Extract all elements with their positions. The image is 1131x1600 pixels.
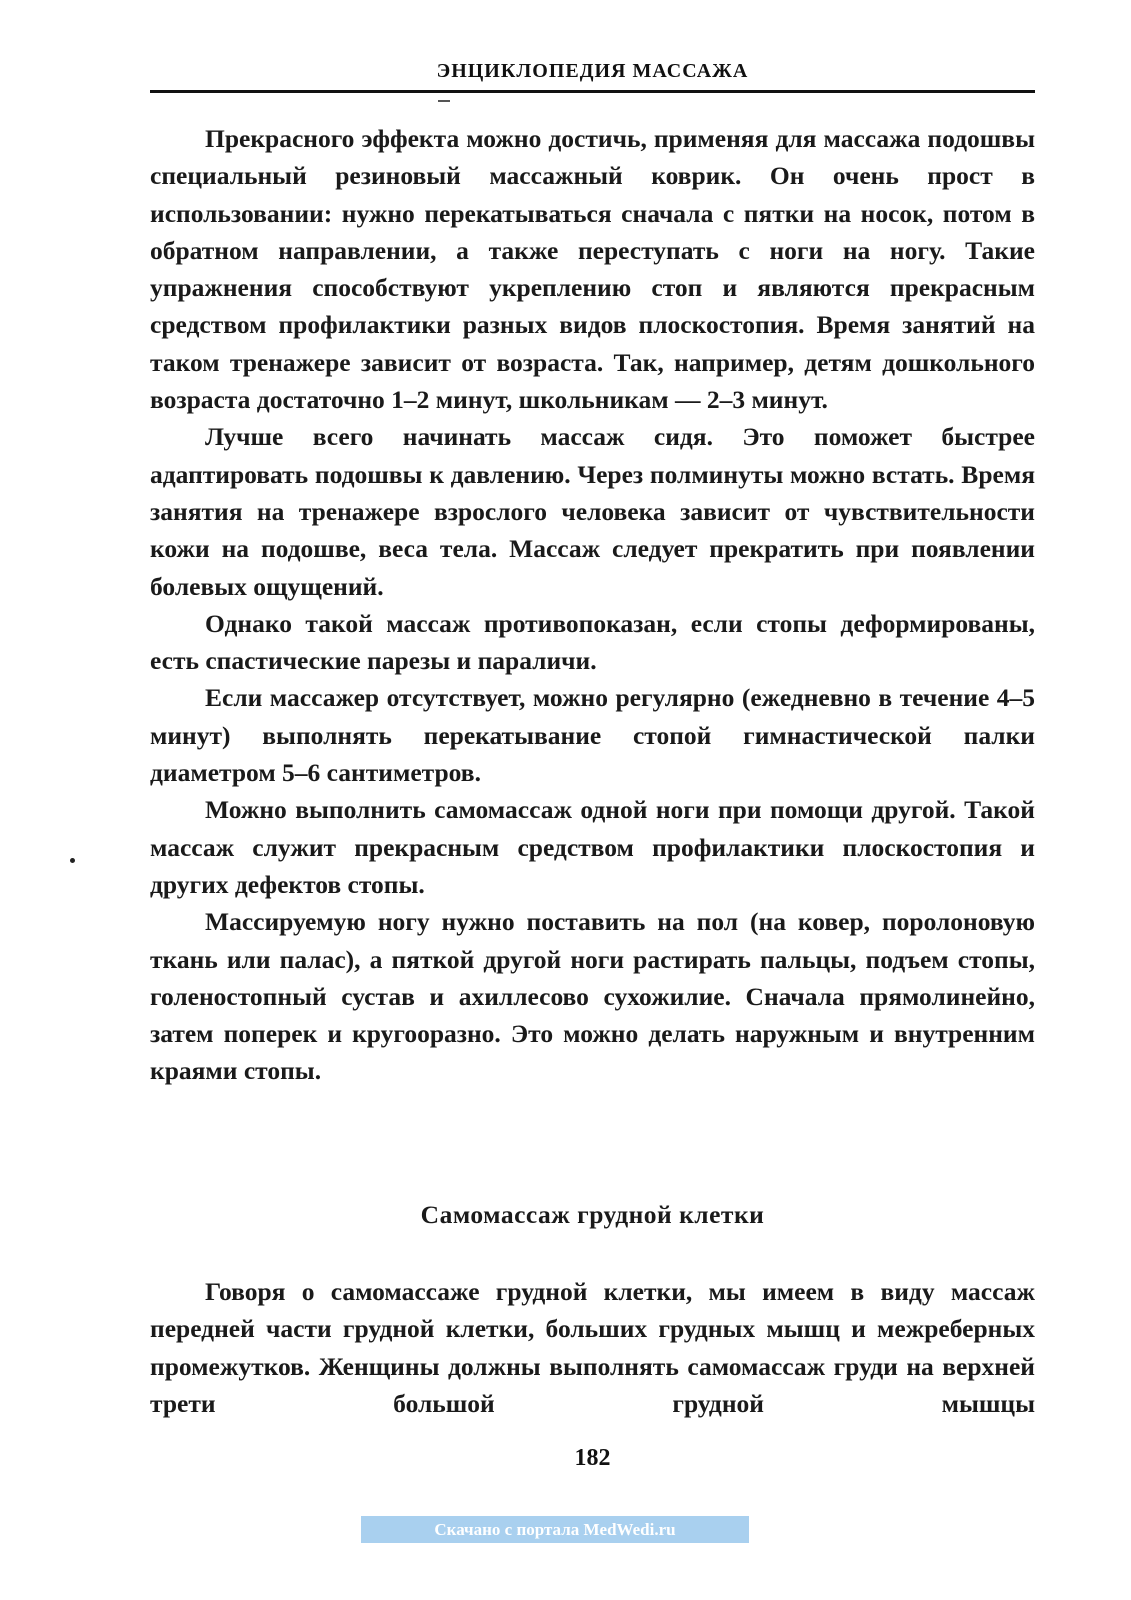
running-head: ЭНЦИКЛОПЕДИЯ МАССАЖА <box>436 60 749 82</box>
page-number: 182 <box>574 1445 611 1471</box>
paragraph: Можно выполнить самомассаж одной ноги при помощи другой. Такой массаж служит прекрасным средством профилактики плоскостопия и других дефектов стопы. <box>150 795 1035 899</box>
paragraph: Если массажер отсутствует, можно регулярно (ежедневно в течение 4–5 минут) выполнять перекатывание стопой гимнастической палки диаметром 5–6 сантиметров. <box>150 683 1035 788</box>
paragraph: Говоря о самомассаже грудной клетки, мы имеем в виду массаж передней части грудной клетки, больших грудных мышц и межреберных промежутков. Женщины должны выполнять самомассаж груди на верхней трети большой грудной мышцы <box>150 1277 1035 1418</box>
section-body-text <box>150 1273 1035 1422</box>
paragraph: Прекрасного эффекта можно достичь, применяя для массажа подошвы специальный резиновый массажный коврик. Он очень прост в использовании: нужно перекатываться сначала с пятки на носок, потом в обратном направлении, а также переступать с ноги на ногу. Такие упражнения способствуют укреплению стоп и являются прекрасным средством профилактики разных видов плоскостопия. Время занятий на таком тренажере зависит от возраста. Так, например, детям дошкольного возраста достаточно 1–2 минут, школьникам — 2–3 минут. <box>150 124 1035 415</box>
margin-dot <box>70 858 75 863</box>
body-text <box>150 120 1035 1090</box>
paragraph: Лучше всего начинать массаж сидя. Это поможет быстрее адаптировать подошвы к давлению. Через полминуты можно встать. Время занятия на тренажере взрослого человека зависит от чувствительности кожи на подошве, веса тела. Массаж следует прекратить при появлении болевых ощущений. <box>150 422 1035 601</box>
section-heading: Самомассаж грудной клетки <box>420 1200 765 1229</box>
paragraph: Массируемую ногу нужно поставить на пол (на ковер, поролоновую ткань или палас), а пяткой другой ноги растирать пальцы, подъем стопы, голеностопный сустав и ахиллесово сухожилие. Сначала прямолинейно, затем поперек и кругооразно. Это можно делать наружным и внутренним краями стопы. <box>150 907 1035 1086</box>
watermark-banner: Скачано с портала MedWedi.ru <box>361 1516 749 1543</box>
scan-mark <box>438 100 450 102</box>
header-rule <box>150 90 1035 93</box>
paragraph: Однако такой массаж противопоказан, если стопы деформированы, есть спастические парезы и параличи. <box>150 608 1035 676</box>
